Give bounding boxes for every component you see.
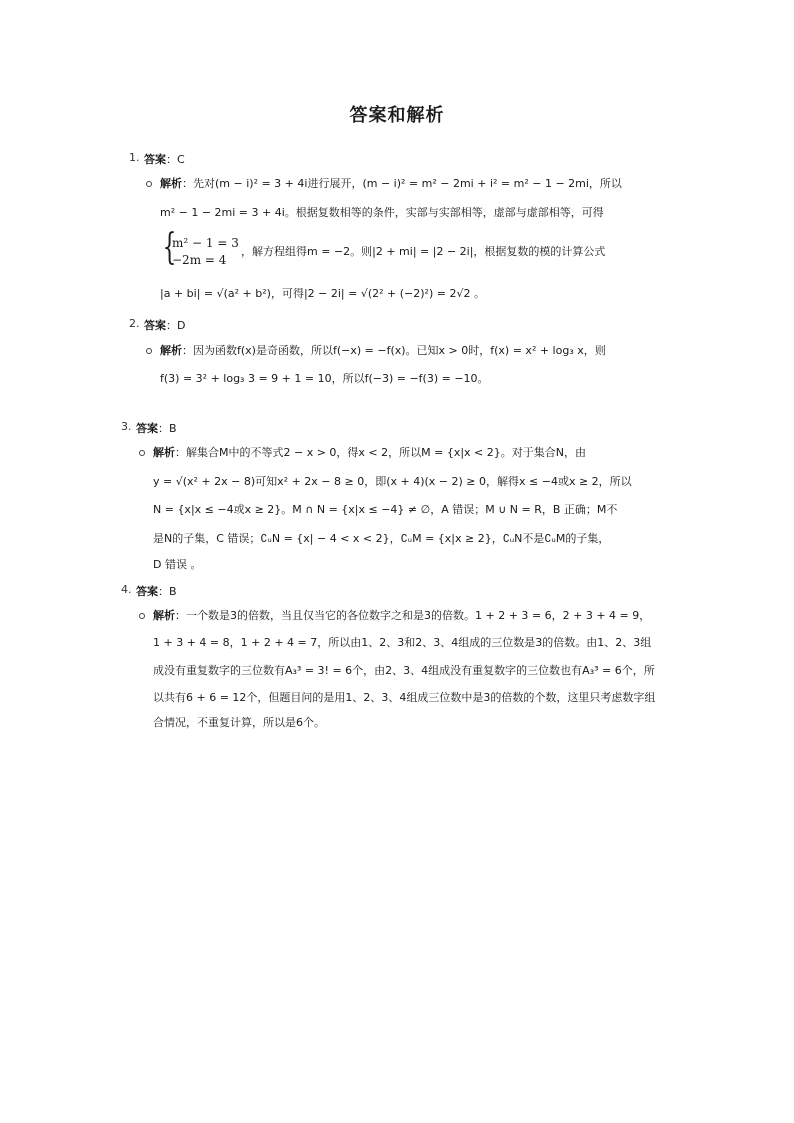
analysis-label: 解析: [160, 177, 182, 190]
analysis-line: D 错误 。: [153, 558, 202, 571]
page-title: 答案和解析: [349, 105, 445, 126]
analysis-label: 解析: [153, 446, 175, 459]
analysis-text: 解集合M中的不等式2 − x > 0，得x < 2，所以M = {x|x < 2}。对于集合N，由: [186, 446, 586, 459]
analysis-line: 解析：解集合M中的不等式2 − x > 0，得x < 2，所以M = {x|x < 2}。对于集合N，由: [153, 446, 586, 459]
analysis-line: 合情况，不重复计算，所以是6个。: [153, 716, 325, 729]
answer-value: B: [169, 585, 177, 598]
answer-line: 答案：B: [136, 422, 177, 435]
answer-label: 答案: [136, 585, 158, 598]
analysis-text: 一个数是3的倍数，当且仅当它的各位数字之和是3的倍数。1 + 2 + 3 = 6，2 + 3 + 4 = 9，: [186, 609, 651, 622]
left-brace-icon: {: [162, 227, 177, 268]
analysis-text: 因为函数f(x)是奇函数，所以f(−x) = −f(x)。已知x > 0时，f(x) = x² + log₃ x，则: [193, 344, 606, 357]
item-number: 3.: [121, 420, 132, 433]
bullet-icon: [139, 613, 145, 619]
analysis-line: f(3) = 3² + log₃ 3 = 9 + 1 = 10，所以f(−3) = −f(3) = −10。: [160, 372, 489, 385]
bullet-icon: [139, 450, 145, 456]
analysis-text: 先对(m − i)² = 3 + 4i进行展开，(m − i)² = m² − 2mi + i² = m² − 1 − 2mi，所以: [193, 177, 622, 190]
answer-value: C: [177, 153, 185, 166]
analysis-line: |a + bi| = √(a² + b²)，可得|2 − 2i| = √(2² + (−2)²) = 2√2 。: [160, 287, 485, 300]
answer-label: 答案: [144, 153, 166, 166]
answer-label: 答案: [144, 319, 166, 332]
bullet-icon: [146, 348, 152, 354]
answer-label: 答案: [136, 422, 158, 435]
analysis-line: 解析：因为函数f(x)是奇函数，所以f(−x) = −f(x)。已知x > 0时，f(x) = x² + log₃ x，则: [160, 344, 606, 357]
equation-system: [172, 235, 239, 269]
analysis-label: 解析: [153, 609, 175, 622]
answer-value: D: [177, 319, 186, 332]
analysis-line: 解析：先对(m − i)² = 3 + 4i进行展开，(m − i)² = m² − 2mi + i² = m² − 1 − 2mi，所以: [160, 177, 622, 190]
analysis-line: m² − 1 − 2mi = 3 + 4i。根据复数相等的条件，实部与实部相等，虚部与虚部相等，可得: [160, 206, 604, 219]
answer-line: 答案：C: [144, 153, 185, 166]
analysis-line: 以共有6 + 6 = 12个，但题目问的是用1、2、3、4组成三位数中是3的倍数的个数，这里只考虑数字组: [153, 691, 656, 704]
answer-value: B: [169, 422, 177, 435]
equation-row: −2m = 4: [172, 253, 227, 267]
analysis-line: 解析：一个数是3的倍数，当且仅当它的各位数字之和是3的倍数。1 + 2 + 3 = 6，2 + 3 + 4 = 9，: [153, 609, 651, 622]
item-number: 1.: [129, 151, 140, 164]
item-number: 4.: [121, 583, 132, 596]
analysis-label: 解析: [160, 344, 182, 357]
analysis-line: 1 + 3 + 4 = 8，1 + 2 + 4 = 7，所以由1、2、3和2、3、4组成的三位数是3的倍数。由1、2、3组: [153, 636, 652, 649]
equation-row: m² − 1 = 3: [172, 236, 239, 250]
analysis-line: N = {x|x ≤ −4或x ≥ 2}。M ∩ N = {x|x ≤ −4} ≠ ∅，A 错误；M ∪ N = R，B 正确；M不: [153, 503, 618, 516]
answer-line: 答案：D: [144, 319, 186, 332]
analysis-line: 是N的子集，C 错误；∁ᵤN = {x| − 4 < x < 2}，∁ᵤM = {x|x ≥ 2}，∁ᵤN不是∁ᵤM的子集，: [153, 532, 610, 545]
analysis-line: 成没有重复数字的三位数有A₃³ = 3! = 6个，由2、3、4组成没有重复数字的三位数也有A₃³ = 6个，所: [153, 664, 655, 677]
analysis-line: y = √(x² + 2x − 8)可知x² + 2x − 8 ≥ 0，即(x + 4)(x − 2) ≥ 0，解得x ≤ −4或x ≥ 2，所以: [153, 475, 632, 488]
analysis-line: ，解方程组得m = −2。则|2 + mi| = |2 − 2i|，根据复数的模的计算公式: [241, 245, 606, 258]
answer-line: 答案：B: [136, 585, 177, 598]
bullet-icon: [146, 181, 152, 187]
item-number: 2.: [129, 317, 140, 330]
